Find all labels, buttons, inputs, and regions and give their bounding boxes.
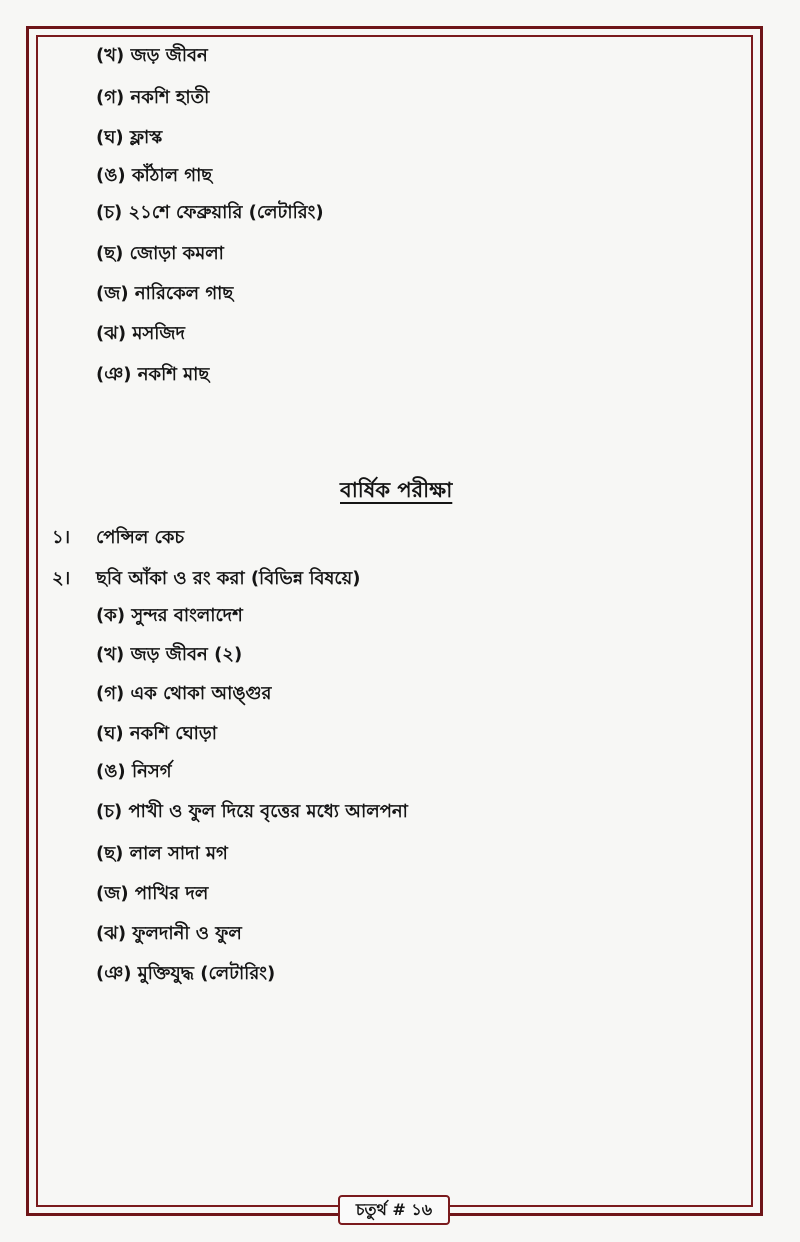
sub-item-text: লাল সাদা মগ: [129, 843, 228, 864]
sub-item-text: পাখির দল: [134, 883, 209, 904]
sub-item-marker: (ঙ): [96, 761, 126, 782]
sub-item-marker: (ছ): [96, 843, 124, 864]
numbered-item-text: পেন্সিল কেচ: [96, 527, 185, 548]
sub-item: [96, 643, 242, 667]
sub-item: [96, 922, 242, 946]
list-item-text: কাঁঠাল গাছ: [131, 165, 213, 186]
list-item: [96, 44, 208, 68]
list-item-marker: (চ): [96, 202, 123, 223]
sub-item-text: নিসর্গ: [131, 761, 172, 782]
sub-item: [96, 800, 408, 824]
list-item-marker: (গ): [96, 87, 125, 108]
sub-item-marker: (ক): [96, 605, 126, 626]
list-item: [96, 282, 233, 306]
numbered-item: [52, 526, 184, 550]
sub-item: [96, 760, 172, 784]
sub-item-text: নকশি ঘোড়া: [129, 723, 217, 744]
list-item-text: নকশি মাছ: [137, 364, 210, 385]
list-item: [96, 363, 209, 387]
sub-item-marker: (চ): [96, 801, 123, 822]
list-item-text: নকশি হাতী: [130, 87, 210, 108]
sub-item-marker: (ঝ): [96, 923, 127, 944]
sub-item: [96, 962, 275, 986]
sub-item: [96, 722, 217, 746]
sub-item-marker: (ঞ): [96, 963, 132, 984]
list-item: [96, 242, 224, 266]
list-item: [96, 86, 209, 110]
list-item-marker: (জ): [96, 283, 129, 304]
sub-item: [96, 682, 271, 706]
sub-item-text: মুক্তিযুদ্ধ (লেটারিং): [137, 963, 276, 984]
sub-item-text: সুন্দর বাংলাদেশ: [131, 605, 243, 626]
numbered-item-number: ১।: [52, 527, 71, 548]
numbered-item-text: ছবি আঁকা ও রং করা (বিভিন্ন বিষয়ে): [96, 568, 361, 589]
list-item: [96, 126, 162, 150]
list-item-text: নারিকেল গাছ: [134, 283, 234, 304]
list-item-marker: (ঝ): [96, 323, 127, 344]
sub-item-marker: (জ): [96, 883, 129, 904]
sub-item-marker: (গ): [96, 683, 125, 704]
list-item-marker: (ঞ): [96, 364, 132, 385]
sub-item-text: পাখী ও ফুল দিয়ে বৃত্তের মধ্যে আলপনা: [128, 801, 408, 822]
list-item-marker: (খ): [96, 45, 125, 66]
numbered-item: [52, 567, 360, 591]
list-item: [96, 164, 212, 188]
sub-item-text: ফুলদানী ও ফুল: [132, 923, 242, 944]
list-item-marker: (ঙ): [96, 165, 126, 186]
list-item: [96, 201, 324, 225]
numbered-item-number: ২।: [52, 568, 71, 589]
section-heading: বার্ষিক পরীক্ষা: [340, 478, 453, 502]
list-item-text: জড় জীবন: [130, 45, 208, 66]
sub-item: [96, 604, 243, 628]
list-item-text: ২১শে ফেব্রুয়ারি (লেটারিং): [128, 202, 324, 223]
sub-item: [96, 842, 228, 866]
list-item-marker: (ছ): [96, 243, 124, 264]
page-number-label: চতুর্থ # ১৬: [338, 1195, 450, 1225]
list-item-text: ফ্লাস্ক: [129, 127, 163, 148]
list-item-text: জোড়া কমলা: [129, 243, 224, 264]
sub-item-text: এক থোকা আঙ্গুর: [130, 683, 272, 704]
sub-item-marker: (ঘ): [96, 723, 124, 744]
list-item-text: মসজিদ: [132, 323, 185, 344]
list-item: [96, 322, 185, 346]
sub-item: [96, 882, 208, 906]
sub-item-marker: (খ): [96, 644, 125, 665]
sub-item-text: জড় জীবন (২): [130, 644, 243, 665]
list-item-marker: (ঘ): [96, 127, 124, 148]
